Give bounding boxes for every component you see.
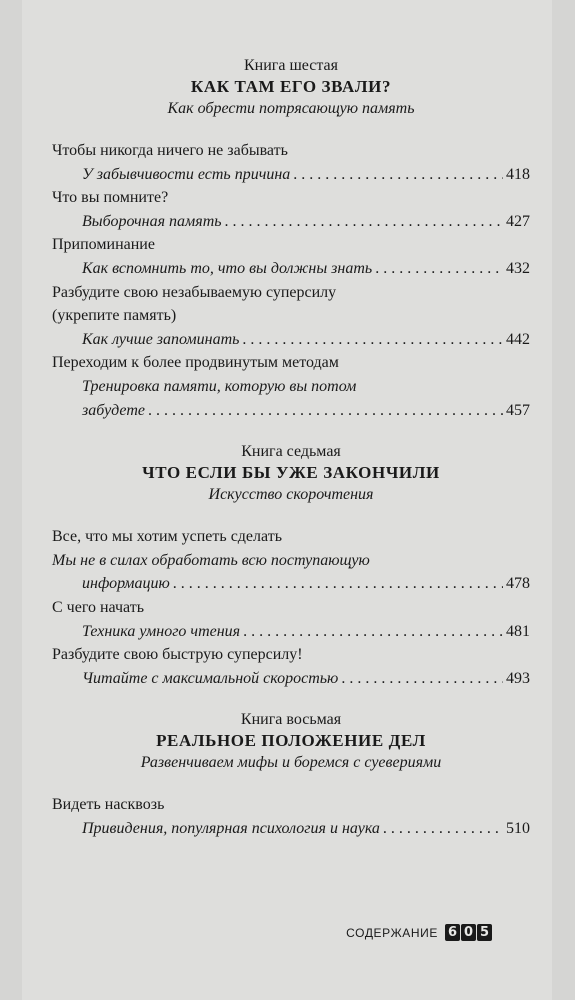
page-ref: 481 [506,622,530,640]
book-subtitle: Развенчиваем мифы и боремся с суевериями [140,754,442,772]
book-title: КАК ТАМ ЕГО ЗВАЛИ? [190,77,392,96]
chapter-title: Переходим к более продвинутым методам [52,354,339,372]
book-page [22,0,552,1000]
page-number-digit: 5 [477,924,492,941]
page-footer [346,924,492,941]
chapter-title-cont: (укрепите память) [52,307,177,325]
table-of-contents [52,56,530,840]
toc-chapter [52,525,530,596]
toc-chapter [52,351,530,422]
book-label: Книга седьмая [241,443,341,461]
book-title: ЧТО ЕСЛИ БЫ УЖЕ ЗАКОНЧИЛИ [142,463,440,483]
book-title: РЕАЛЬНОЕ ПОЛОЖЕНИЕ ДЕЛ [156,731,426,751]
chapter-title: Видеть насквозь [52,796,165,814]
spacer [52,774,530,793]
toc-entry-row [82,817,530,841]
spacer [52,422,530,442]
page-ref: 432 [506,259,530,277]
page-number-digit: 0 [461,924,476,941]
toc-chapter [52,596,530,643]
page-ref: 457 [506,401,530,419]
book-section [52,442,530,506]
toc-chapter [52,281,530,352]
chapter-title: С чего начать [52,598,145,616]
chapter-title: Разбудите свою незабываемую суперсилу [52,283,337,301]
toc-chapter [52,793,530,840]
chapter-entry-line: Мы не в силах обработать всю поступающую [52,551,370,569]
chapter-entry: забудете [82,401,145,419]
page-ref: 427 [506,212,530,230]
chapter-entry: Привидения, популярная психология и наука [82,819,380,837]
spacer [52,120,530,139]
dot-leader [243,620,503,644]
chapter-entry: Выборочная память [82,212,222,230]
dot-leader [173,572,503,596]
chapter-title: Все, что мы хотим успеть сделать [52,528,282,546]
dot-leader [242,328,503,352]
toc-entry-row [82,572,530,596]
book-label: Книга шестая [243,57,339,74]
spacer [52,690,530,710]
book-subtitle: Искусство скорочтения [208,486,374,504]
chapter-title: Что вы помните? [52,189,169,207]
chapter-title: Чтобы никогда ничего не забывать [52,142,288,159]
toc-chapter [52,233,530,280]
dot-leader [148,399,503,423]
toc-chapter [52,139,530,186]
dot-leader [341,667,503,691]
toc-entry-row [82,399,530,423]
dot-leader [383,817,503,841]
spacer [52,506,530,525]
page-number-digit: 6 [445,924,460,941]
chapter-entry: У забывчивости есть причина [82,165,291,183]
toc-entry-row [82,328,530,352]
toc-entry-row [82,163,530,187]
page-ref: 478 [506,575,530,593]
dot-leader [293,163,503,187]
toc-entry-row [82,257,530,281]
chapter-entry: информацию [82,575,170,593]
chapter-entry-line: Тренировка памяти, которую вы потом [82,377,357,395]
page-ref: 442 [506,330,530,348]
toc-entry-row [82,620,530,644]
chapter-title: Разбудите свою быструю суперсилу! [52,646,303,664]
page-ref: 493 [506,669,530,687]
footer-section-label: СОДЕРЖАНИЕ [346,925,438,940]
dot-leader [375,257,503,281]
chapter-entry: Как лучше запоминать [82,330,240,348]
dot-leader [225,210,503,234]
chapter-entry: Как вспомнить то, что вы должны знать [82,259,373,277]
page-ref: 418 [506,165,530,183]
book-section [52,710,530,774]
chapter-entry: Читайте с максимальной скоростью [82,669,339,687]
toc-chapter [52,643,530,690]
page-number [444,924,492,941]
book-section [52,56,530,120]
toc-entry-row [82,210,530,234]
chapter-entry: Техника умного чтения [82,622,241,640]
chapter-title: Припоминание [52,236,155,254]
toc-entry-row [82,667,530,691]
book-label: Книга восьмая [240,711,342,729]
page-ref: 510 [506,819,530,837]
book-subtitle: Как обрести потрясающую память [167,100,415,117]
toc-chapter [52,186,530,233]
